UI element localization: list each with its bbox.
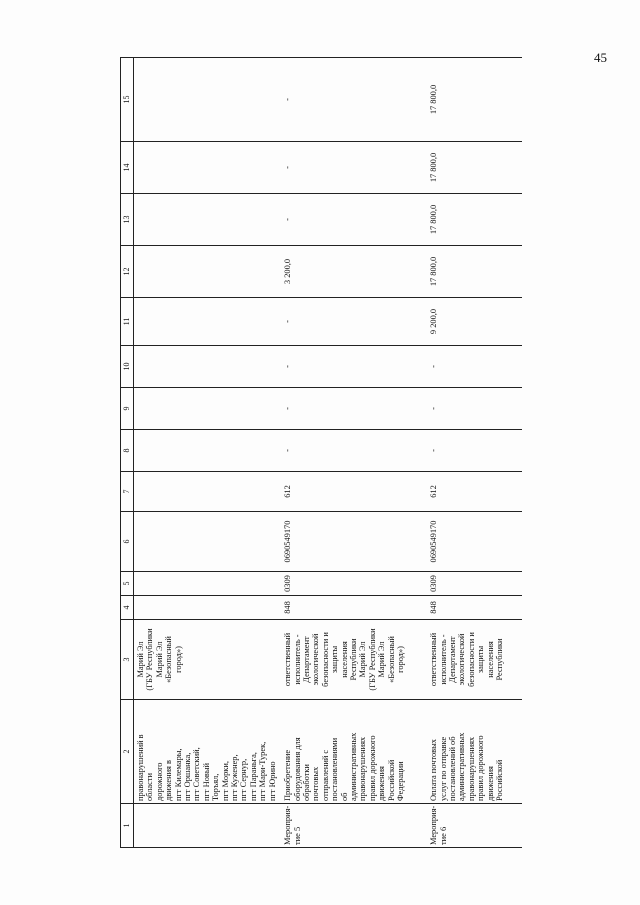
cell-col-4 xyxy=(134,596,282,620)
cell-col-8 xyxy=(134,430,282,472)
table-row xyxy=(281,58,427,848)
cell-col-3 xyxy=(281,620,427,700)
cell-col-8: - xyxy=(427,430,522,472)
cell-text-line: пгт Параньга, xyxy=(248,752,258,801)
cell-text-line: населения xyxy=(339,641,349,678)
cell-col-11 xyxy=(134,298,282,346)
cell-text-line: правил дорожного xyxy=(367,735,377,801)
cell-text-line: постановлений об xyxy=(447,736,457,801)
cell-text-line: город») xyxy=(395,646,405,673)
cell-text-line: Департамент xyxy=(301,636,311,683)
cell-col-10: - xyxy=(281,346,427,388)
cell-text-line: пгт Сернур, xyxy=(239,758,249,801)
header-cell-2: 2 xyxy=(121,700,134,804)
table-row xyxy=(427,58,522,848)
cell-col-5: 0309 xyxy=(281,572,427,596)
cell-text-line: Мероприя- xyxy=(429,805,439,845)
cell-text-line: пгт Килемары, xyxy=(173,748,183,801)
cell-text-line: экологической xyxy=(311,633,321,686)
cell-text-line: Республики xyxy=(348,638,358,681)
cell-text-line: Марий Эл xyxy=(154,641,164,678)
header-cell-11: 11 xyxy=(121,298,134,346)
cell-col-9: - xyxy=(281,388,427,430)
cell-text-line: пгт Мари-Турек, xyxy=(258,741,268,801)
cell-text-line: движения xyxy=(485,766,495,801)
cell-col-7 xyxy=(134,472,282,512)
cell-text-line: правил дорожного xyxy=(476,735,486,801)
cell-text-line: Торъял, xyxy=(211,773,221,801)
page-number: 45 xyxy=(594,50,607,65)
header-cell-12: 12 xyxy=(121,246,134,298)
cell-col-15: 17 800,0 xyxy=(427,58,522,142)
cell-text-line: постановлениями xyxy=(330,737,340,801)
cell-text-line: Марий Эл xyxy=(136,641,145,678)
cell-col-10 xyxy=(134,346,282,388)
cell-text-line: Марий Эл xyxy=(358,641,368,678)
cell-text-line: движения xyxy=(377,766,387,801)
header-cell-1: 1 xyxy=(121,804,134,848)
cell-text-line: пгт Новый xyxy=(201,763,211,801)
cell-col-3 xyxy=(134,620,282,700)
cell-col-13: - xyxy=(281,194,427,246)
cell-col-6: 0690549170 xyxy=(427,512,522,572)
rotated-table-container xyxy=(120,58,515,848)
cell-text-line: об xyxy=(339,792,349,801)
cell-col-9 xyxy=(134,388,282,430)
cell-text-line: защиты xyxy=(330,645,340,674)
header-cell-9: 9 xyxy=(121,388,134,430)
cell-text-line: безопасности и xyxy=(466,632,476,687)
header-cell-6: 6 xyxy=(121,512,134,572)
cell-col-11: 9 200,0 xyxy=(427,298,522,346)
cell-text-line: «Безопасный xyxy=(386,636,396,683)
cell-col-4: 848 xyxy=(281,596,427,620)
table-row xyxy=(134,58,282,848)
cell-col-4: 848 xyxy=(427,596,522,620)
cell-col-5: 0309 xyxy=(427,572,522,596)
cell-col-10: - xyxy=(427,346,522,388)
cell-text-line: (ГБУ Республики xyxy=(145,628,155,691)
cell-col-8: - xyxy=(281,430,427,472)
cell-col-2 xyxy=(281,700,427,804)
cell-col-11: - xyxy=(281,298,427,346)
cell-text-line: пгт Оршанка, xyxy=(183,752,193,801)
cell-text-line: административных xyxy=(457,732,467,801)
cell-text-line: Федерации xyxy=(395,761,405,801)
header-cell-13: 13 xyxy=(121,194,134,246)
cell-col-15 xyxy=(134,58,282,142)
cell-col-14: - xyxy=(281,142,427,194)
cell-text-line: ответственный xyxy=(283,632,293,687)
cell-col-15: - xyxy=(281,58,427,142)
cell-col-7: 612 xyxy=(281,472,427,512)
cell-text-line: почтовых xyxy=(311,766,321,801)
cell-text-line: Оплата почтовых xyxy=(429,739,439,801)
header-cell-15: 15 xyxy=(121,58,134,142)
cell-text-line: «Безопасный xyxy=(164,636,174,683)
cell-col-12: 3 200,0 xyxy=(281,246,427,298)
cell-col-2 xyxy=(134,700,282,804)
table-body xyxy=(134,58,523,848)
cell-col-1 xyxy=(134,804,282,848)
cell-text-line: пгт Юрино xyxy=(267,761,277,801)
cell-col-5 xyxy=(134,572,282,596)
cell-col-3 xyxy=(427,620,522,700)
cell-col-1 xyxy=(427,804,522,848)
cell-text-line: услуг по отправке xyxy=(438,736,448,801)
header-cell-8: 8 xyxy=(121,430,134,472)
cell-col-6: 0690549170 xyxy=(281,512,427,572)
cell-text-line: правонарушениях xyxy=(358,736,368,801)
header-cell-3: 3 xyxy=(121,620,134,700)
header-cell-14: 14 xyxy=(121,142,134,194)
cell-text-line: дорожного xyxy=(154,762,164,801)
cell-col-1 xyxy=(281,804,427,848)
cell-text-line: тие 5 xyxy=(292,826,302,845)
cell-col-7: 612 xyxy=(427,472,522,512)
cell-text-line: безопасности и xyxy=(320,632,330,687)
header-cell-5: 5 xyxy=(121,572,134,596)
cell-col-14 xyxy=(134,142,282,194)
budget-table xyxy=(120,57,522,848)
cell-text-line: Российской xyxy=(494,759,504,801)
cell-text-line: Приобретение xyxy=(283,749,293,801)
cell-text-line: движения в xyxy=(164,760,174,801)
cell-col-14: 17 800,0 xyxy=(427,142,522,194)
cell-text-line: административных xyxy=(348,732,358,801)
cell-col-13 xyxy=(134,194,282,246)
cell-text-line: Департамент xyxy=(447,636,457,683)
cell-text-line: правонарушениях xyxy=(466,736,476,801)
cell-text-line: пгт Куженер, xyxy=(230,754,240,801)
cell-text-line: Республики xyxy=(494,638,504,681)
cell-text-line: правонарушений в xyxy=(136,734,145,801)
cell-text-line: обработки xyxy=(301,764,311,801)
cell-text-line: город») xyxy=(173,646,183,673)
cell-col-12: 17 800,0 xyxy=(427,246,522,298)
cell-text-line: Марий Эл xyxy=(377,641,387,678)
header-cell-4: 4 xyxy=(121,596,134,620)
cell-text-line: экологической xyxy=(457,633,467,686)
cell-col-13: 17 800,0 xyxy=(427,194,522,246)
cell-text-line: исполнитель - xyxy=(438,634,448,685)
cell-text-line: оборудования для xyxy=(292,737,302,801)
cell-text-line: (ГБУ Республики xyxy=(367,628,377,691)
cell-text-line: тие 6 xyxy=(438,826,448,845)
cell-text-line: области xyxy=(145,773,155,801)
cell-col-2 xyxy=(427,700,522,804)
cell-text-line: пгт Советский, xyxy=(192,747,202,801)
cell-text-line: Мероприя- xyxy=(283,805,293,845)
cell-col-6 xyxy=(134,512,282,572)
header-cell-10: 10 xyxy=(121,346,134,388)
cell-text-line: отправлений с xyxy=(320,749,330,801)
cell-text-line: ответственный xyxy=(429,632,439,687)
cell-text-line: Российской xyxy=(386,759,396,801)
cell-col-12 xyxy=(134,246,282,298)
header-cell-7: 7 xyxy=(121,472,134,512)
cell-text-line: исполнитель - xyxy=(292,634,302,685)
cell-text-line: населения xyxy=(485,641,495,678)
table-header-row xyxy=(121,58,134,848)
cell-col-9: - xyxy=(427,388,522,430)
cell-text-line: пгт Морки, xyxy=(220,761,230,801)
cell-text-line: защиты xyxy=(476,645,486,674)
